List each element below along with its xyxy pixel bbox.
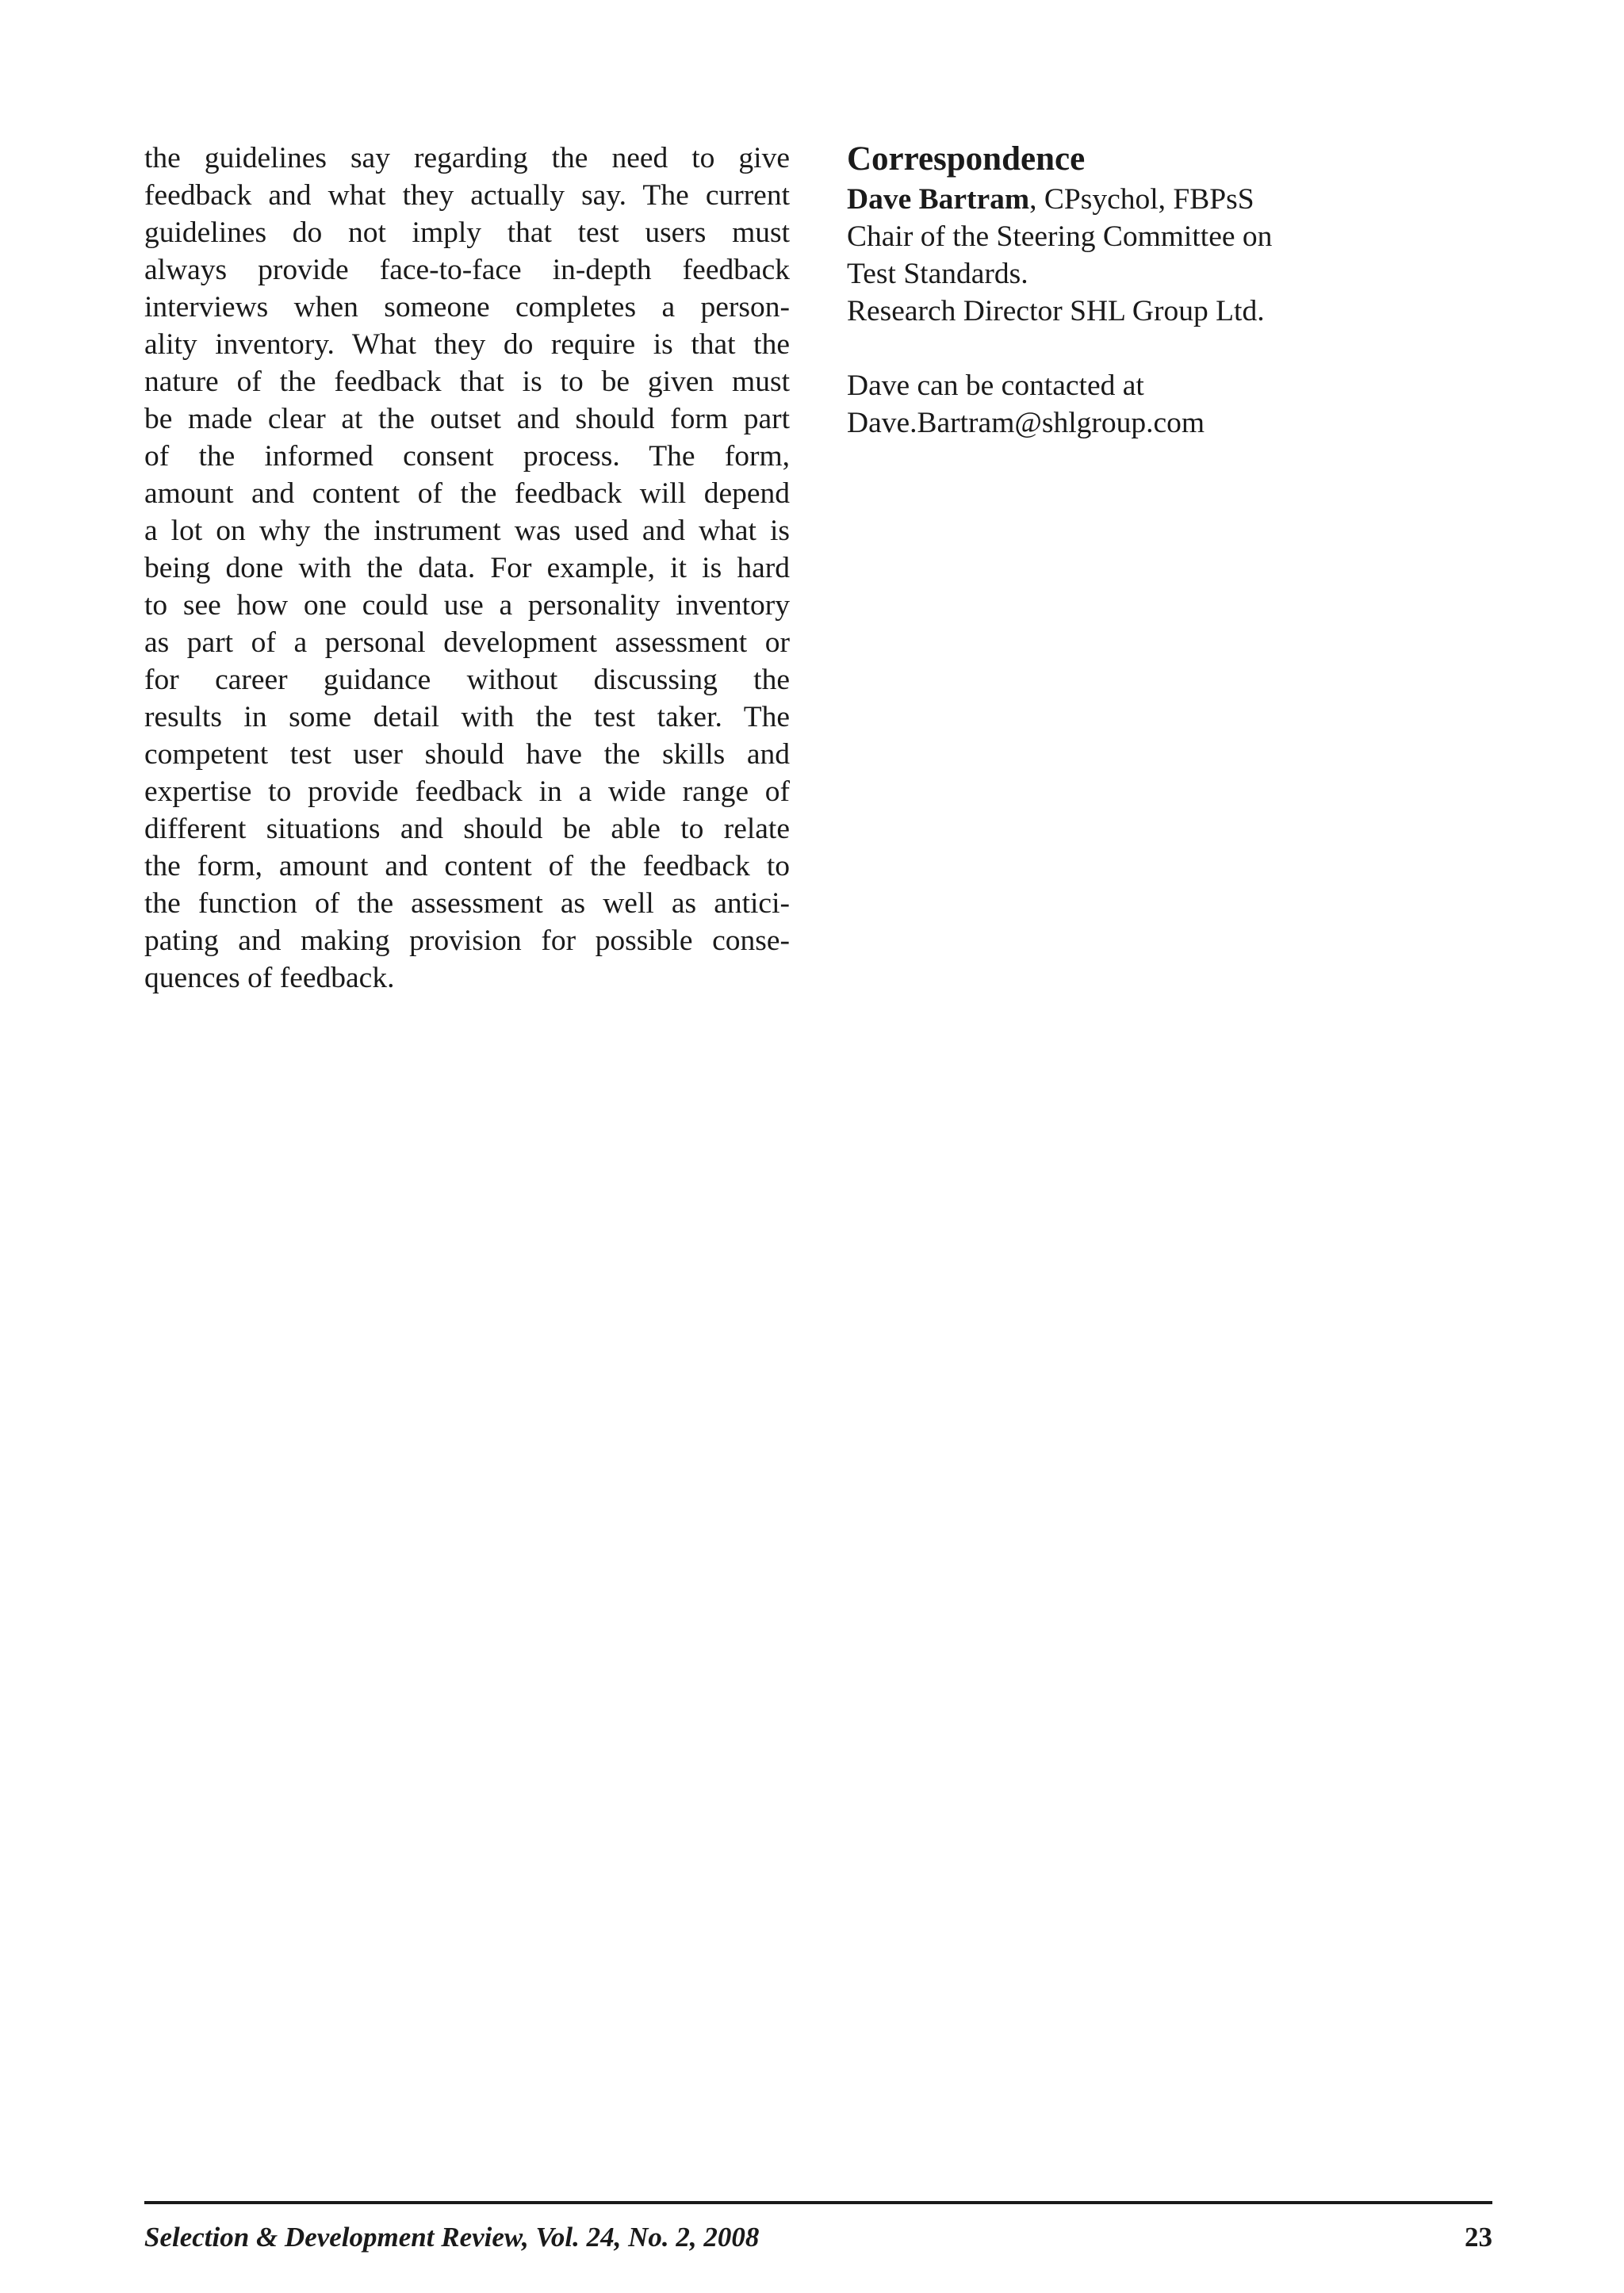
body-text-line: be made clear at the outset and should form part [144, 403, 790, 435]
body-text-line: different situations and should be able to relate [144, 813, 790, 845]
body-text-line: pating and making provision for possible conse- [144, 924, 790, 957]
body-text-line: a lot on why the instrument was used and what is [144, 515, 790, 547]
journal-citation: Selection & Development Review, Vol. 24, No. 2, 2008 [144, 2222, 760, 2253]
body-text-line: as part of a personal development assessment or [144, 626, 790, 659]
body-text-line: of the informed consent process. The form, [144, 440, 790, 473]
correspondence-heading: Correspondence [847, 140, 1086, 178]
body-text-line: feedback and what they actually say. The current [144, 179, 790, 212]
correspondence-section [847, 138, 1402, 442]
contact-email: Dave.Bartram@shlgroup.com [847, 407, 1205, 439]
author-line [847, 181, 1402, 218]
body-text-line: expertise to provide feedback in a wide range of [144, 775, 790, 808]
spacer [847, 330, 1402, 367]
body-text-line: ality inventory. What they do require is that the [144, 328, 790, 361]
body-text-line: competent test user should have the skills and [144, 738, 790, 771]
author-credentials: , CPsychol, FBPsS [1029, 183, 1254, 216]
body-text-line: nature of the feedback that is to be given must [144, 366, 790, 398]
body-text-line: results in some detail with the test taker. The [144, 701, 790, 733]
contact-line: Dave can be contacted at [847, 369, 1144, 402]
author-role-line: Research Director SHL Group Ltd. [847, 295, 1265, 327]
body-text-line: being done with the data. For example, it is hard [144, 552, 790, 584]
body-text-line: the form, amount and content of the feedback to [144, 850, 790, 882]
body-text-line: to see how one could use a personality inventory [144, 589, 790, 622]
body-text-line: the function of the assessment as well as antici- [144, 887, 790, 920]
author-name: Dave Bartram [847, 183, 1030, 216]
footer-divider [144, 2201, 1492, 2204]
body-text-line: the guidelines say regarding the need to give [144, 142, 790, 174]
body-text-line: quences of feedback. [144, 962, 395, 994]
author-role-line: Test Standards. [847, 258, 1028, 290]
body-text-line: amount and content of the feedback will depend [144, 477, 790, 510]
page-number: 23 [1465, 2222, 1492, 2253]
body-text-line: always provide face-to-face in-depth feedback [144, 254, 790, 286]
body-text-line: for career guidance without discussing the [144, 664, 790, 696]
body-text-column [144, 140, 790, 997]
body-text-line: guidelines do not imply that test users must [144, 216, 790, 249]
body-text-line: interviews when someone completes a person- [144, 291, 790, 323]
author-role-line: Chair of the Steering Committee on [847, 220, 1273, 253]
